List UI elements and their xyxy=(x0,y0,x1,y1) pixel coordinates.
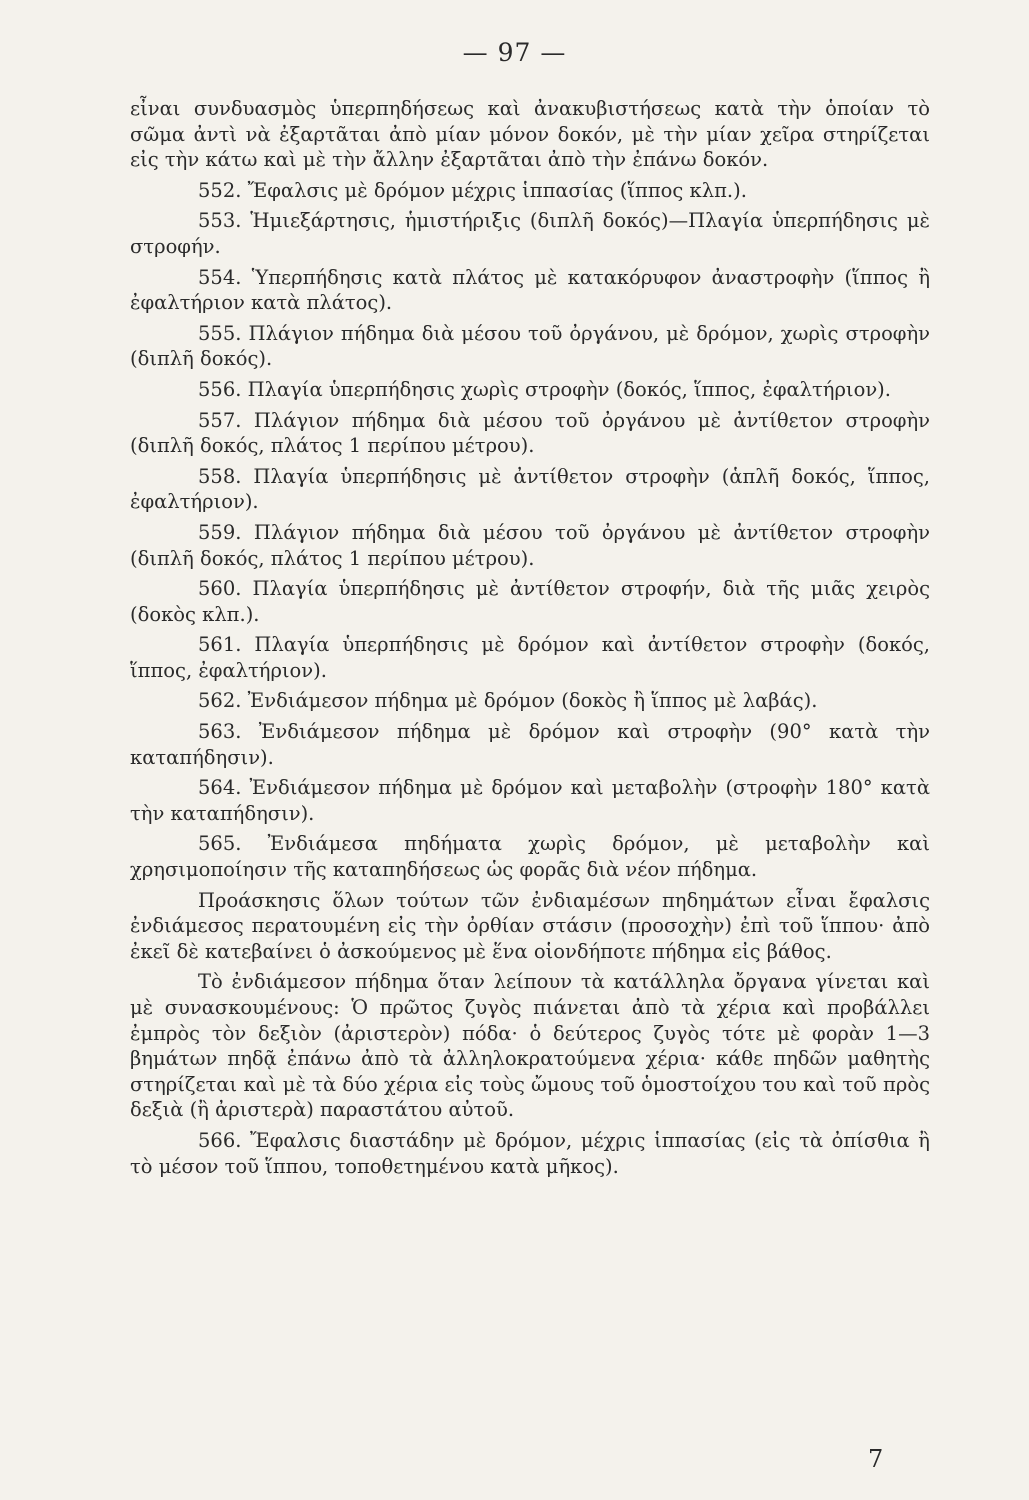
paragraph: 565. Ἐνδιάμεσα πηδήματα χωρὶς δρόμον, μὲ μεταβολὴν καὶ χρησιμοποίησιν τῆς καταπηδήσεως ὡς φορᾶς διὰ νέον πήδημα. xyxy=(130,832,930,882)
paragraph: Προάσκησις ὅλων τούτων τῶν ἐνδιαμέσων πηδημάτων εἶναι ἔφαλσις ἐνδιάμεσος περατουμένη εἰς τὴν ὀρθίαν στάσιν (προσοχὴν) ἐπὶ τοῦ ἵππου· ἀπὸ ἐκεῖ δὲ κατεβαίνει ὁ ἀσκούμενος μὲ ἕνα οἱονδήποτε πήδημα εἰς βάθος. xyxy=(130,888,930,963)
paragraph: 554. Ὑπερπήδησις κατὰ πλάτος μὲ κατακόρυφον ἀναστροφὴν (ἵππος ἢ ἐφαλτήριον κατὰ πλάτος). xyxy=(130,265,930,315)
page-number: — 97 — xyxy=(462,38,567,67)
paragraph: 556. Πλαγία ὑπερπήδησις χωρὶς στροφὴν (δοκός, ἵππος, ἐφαλτήριον). xyxy=(198,377,891,401)
paragraph: εἶναι συνδυασμὸς ὑπερπηδήσεως καὶ ἀνακυβιστήσεως κατὰ τὴν ὁποίαν τὸ σῶμα ἀντὶ νὰ ἐξαρτᾶται ἀπὸ μίαν μόνον δοκόν, μὲ τὴν μίαν χεῖρα στηρίζεται εἰς τὴν κάτω καὶ μὲ τὴν ἄλλην ἐξαρτᾶται ἀπὸ τὴν ἐπάνω δοκόν. xyxy=(130,97,930,172)
paragraph: 566. Ἔφαλσις διαστάδην μὲ δρόμον, μέχρις ἱππασίας (εἰς τὰ ὀπίσθια ἢ τὸ μέσον τοῦ ἵππου, τοποθετημένου κατὰ μῆκος). xyxy=(130,1128,930,1178)
paragraph: 557. Πλάγιον πήδημα διὰ μέσου τοῦ ὀργάνου μὲ ἀντίθετον στροφὴν (διπλῆ δοκός, πλάτος 1 περίπου μέτρου). xyxy=(130,408,930,458)
signature-mark: 7 xyxy=(868,1445,884,1473)
paragraph: 553. Ἡμιεξάρτησις, ἡμιστήριξις (διπλῆ δοκός)—Πλαγία ὑπερπήδησις μὲ στροφήν. xyxy=(130,209,930,258)
paragraph: 560. Πλαγία ὑπερπήδησις μὲ ἀντίθετον στροφήν, διὰ τῆς μιᾶς χειρὸς (δοκὸς κλπ.). xyxy=(130,577,930,626)
paragraph: 563. Ἐνδιάμεσον πήδημα μὲ δρόμον καὶ στροφὴν (90° κατὰ τὴν καταπήδησιν). xyxy=(130,720,930,769)
paragraph: 558. Πλαγία ὑπερπήδησις μὲ ἀντίθετον στροφὴν (ἁπλῆ δοκός, ἵππος, ἐφαλτήριον). xyxy=(130,464,930,514)
paragraph: 562. Ἐνδιάμεσον πήδημα μὲ δρόμον (δοκὸς ἢ ἵππος μὲ λαβάς). xyxy=(198,689,818,713)
paragraph: 564. Ἐνδιάμεσον πήδημα μὲ δρόμον καὶ μεταβολὴν (στροφὴν 180° κατὰ τὴν καταπήδησιν). xyxy=(130,776,930,825)
paragraph: Τὸ ἐνδιάμεσον πήδημα ὅταν λείπουν τὰ κατάλληλα ὄργανα γίνεται καὶ μὲ συνασκουμένους: Ὁ πρῶτος ζυγὸς πιάνεται ἀπὸ τὰ χέρια καὶ προβάλλει ἐμπρὸς τὸν δεξιὸν (ἀριστερὸν) πόδα· ὁ δεύτερος ζυγὸς τότε μὲ φορὰν 1—3 βημάτων πηδᾷ ἐπάνω ἀπὸ τὰ ἀλληλοκρατούμενα χέρια· κάθε πηδῶν μαθητὴς στηρίζεται καὶ μὲ τὰ δύο χέρια εἰς τοὺς ὤμους τοῦ ὁμοστοίχου του καὶ τοῦ πρὸς δεξιὰ (ἢ ἀριστερὰ) παραστάτου αὐτοῦ. xyxy=(130,970,930,1122)
paragraph: 555. Πλάγιον πήδημα διὰ μέσου τοῦ ὀργάνου, μὲ δρόμον, χωρὶς στροφὴν (διπλῆ δοκός). xyxy=(130,321,930,371)
paragraph: 561. Πλαγία ὑπερπήδησις μὲ δρόμον καὶ ἀντίθετον στροφὴν (δοκός, ἵππος, ἐφαλτήριον). xyxy=(130,633,930,682)
paragraph: 559. Πλάγιον πήδημα διὰ μέσου τοῦ ὀργάνου μὲ ἀντίθετον στροφὴν (διπλῆ δοκός, πλάτος 1 περίπου μέτρου). xyxy=(130,520,930,570)
body-text xyxy=(130,96,930,1184)
paragraph: 552. Ἔφαλσις μὲ δρόμον μέχρις ἱππασίας (ἵππος κλπ.). xyxy=(198,178,747,202)
